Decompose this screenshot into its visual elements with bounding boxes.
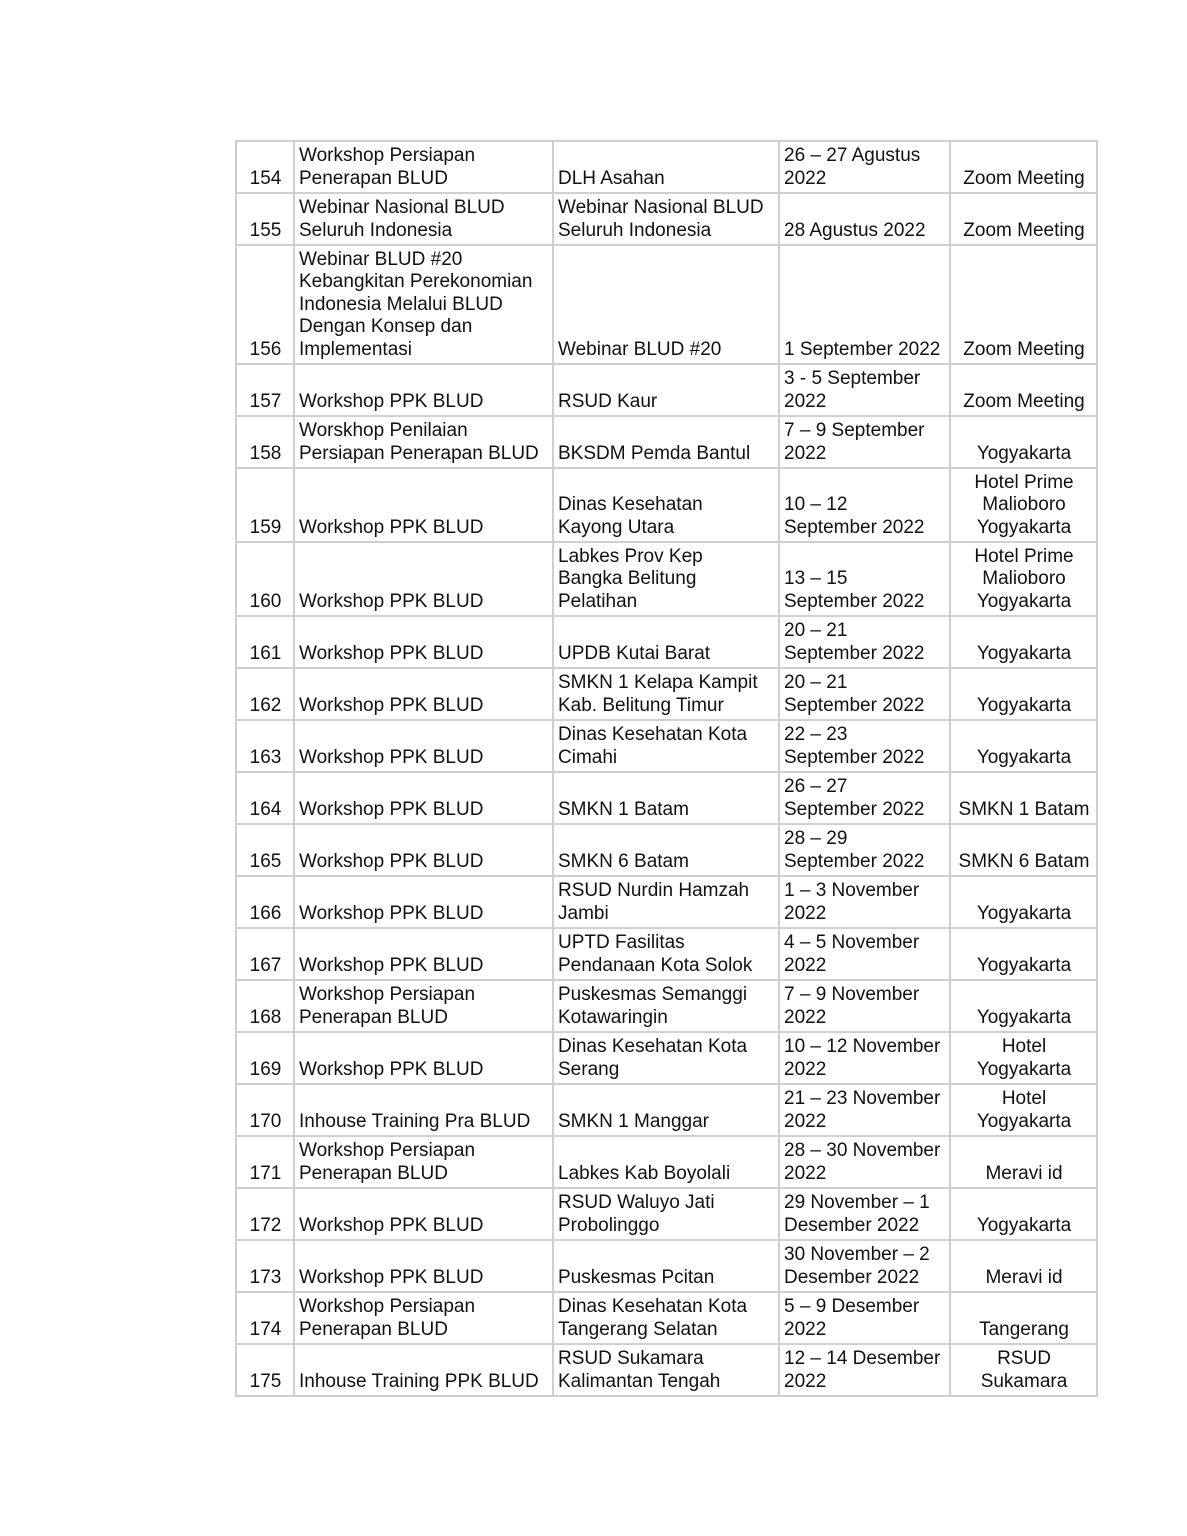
row-number: 161: [236, 616, 294, 668]
activity-cell: Workshop PPK BLUD: [294, 720, 553, 772]
date-cell: 12 – 14 Desember 2022: [779, 1344, 950, 1396]
table-row: [236, 1344, 1097, 1396]
location-cell: Zoom Meeting: [950, 141, 1097, 193]
activity-cell: Workshop PPK BLUD: [294, 928, 553, 980]
row-number: 154: [236, 141, 294, 193]
table-row: [236, 824, 1097, 876]
date-cell: 28 – 30 November 2022: [779, 1136, 950, 1188]
location-cell: Yogyakarta: [950, 616, 1097, 668]
row-number: 172: [236, 1188, 294, 1240]
activity-cell: Workshop PPK BLUD: [294, 1032, 553, 1084]
organizer-cell: SMKN 1 Kelapa Kampit Kab. Belitung Timur: [553, 668, 779, 720]
activity-cell: Workshop Persiapan Penerapan BLUD: [294, 980, 553, 1032]
location-cell: Hotel Prime Malioboro Yogyakarta: [950, 542, 1097, 616]
location-cell: Hotel Yogyakarta: [950, 1032, 1097, 1084]
date-cell: 21 – 23 November 2022: [779, 1084, 950, 1136]
activity-cell: Inhouse Training PPK BLUD: [294, 1344, 553, 1396]
activity-cell: Workshop PPK BLUD: [294, 824, 553, 876]
row-number: 159: [236, 468, 294, 542]
table-row: [236, 1084, 1097, 1136]
date-cell: 30 November – 2 Desember 2022: [779, 1240, 950, 1292]
organizer-cell: UPDB Kutai Barat: [553, 616, 779, 668]
date-cell: 7 – 9 November 2022: [779, 980, 950, 1032]
organizer-cell: DLH Asahan: [553, 141, 779, 193]
row-number: 158: [236, 416, 294, 468]
organizer-cell: SMKN 1 Manggar: [553, 1084, 779, 1136]
table-row: [236, 193, 1097, 245]
activity-cell: Workshop PPK BLUD: [294, 1188, 553, 1240]
table-row: [236, 668, 1097, 720]
organizer-cell: Webinar Nasional BLUD Seluruh Indonesia: [553, 193, 779, 245]
activity-cell: Workshop PPK BLUD: [294, 364, 553, 416]
organizer-cell: UPTD Fasilitas Pendanaan Kota Solok: [553, 928, 779, 980]
date-cell: 10 – 12 November 2022: [779, 1032, 950, 1084]
table-row: [236, 876, 1097, 928]
location-cell: Yogyakarta: [950, 668, 1097, 720]
location-cell: Yogyakarta: [950, 416, 1097, 468]
date-cell: 7 – 9 September 2022: [779, 416, 950, 468]
table-row: [236, 416, 1097, 468]
date-cell: 20 – 21 September 2022: [779, 668, 950, 720]
activity-cell: Workshop PPK BLUD: [294, 616, 553, 668]
activity-cell: Workshop Persiapan Penerapan BLUD: [294, 1136, 553, 1188]
date-cell: 10 – 12 September 2022: [779, 468, 950, 542]
training-schedule-table: [235, 140, 1098, 1397]
table-row: [236, 468, 1097, 542]
organizer-cell: Dinas Kesehatan Kota Tangerang Selatan: [553, 1292, 779, 1344]
activity-cell: Workshop PPK BLUD: [294, 772, 553, 824]
table-row: [236, 245, 1097, 364]
location-cell: Zoom Meeting: [950, 193, 1097, 245]
table-row: [236, 1032, 1097, 1084]
location-cell: Meravi id: [950, 1136, 1097, 1188]
row-number: 168: [236, 980, 294, 1032]
date-cell: 5 – 9 Desember 2022: [779, 1292, 950, 1344]
organizer-cell: SMKN 6 Batam: [553, 824, 779, 876]
organizer-cell: RSUD Sukamara Kalimantan Tengah: [553, 1344, 779, 1396]
organizer-cell: Puskesmas Semanggi Kotawaringin: [553, 980, 779, 1032]
location-cell: Yogyakarta: [950, 720, 1097, 772]
organizer-cell: Dinas Kesehatan Kota Serang: [553, 1032, 779, 1084]
table-row: [236, 542, 1097, 616]
table-row: [236, 928, 1097, 980]
table-body: [236, 141, 1097, 1396]
organizer-cell: Labkes Prov Kep Bangka Belitung Pelatihan: [553, 542, 779, 616]
date-cell: 26 – 27 September 2022: [779, 772, 950, 824]
date-cell: 29 November – 1 Desember 2022: [779, 1188, 950, 1240]
row-number: 155: [236, 193, 294, 245]
row-number: 173: [236, 1240, 294, 1292]
location-cell: Zoom Meeting: [950, 364, 1097, 416]
date-cell: 28 Agustus 2022: [779, 193, 950, 245]
location-cell: Yogyakarta: [950, 876, 1097, 928]
date-cell: 1 September 2022: [779, 245, 950, 364]
table-row: [236, 772, 1097, 824]
organizer-cell: Dinas Kesehatan Kayong Utara: [553, 468, 779, 542]
row-number: 174: [236, 1292, 294, 1344]
row-number: 157: [236, 364, 294, 416]
row-number: 156: [236, 245, 294, 364]
location-cell: Zoom Meeting: [950, 245, 1097, 364]
table-row: [236, 141, 1097, 193]
location-cell: Hotel Yogyakarta: [950, 1084, 1097, 1136]
table-row: [236, 1136, 1097, 1188]
row-number: 167: [236, 928, 294, 980]
activity-cell: Workshop PPK BLUD: [294, 668, 553, 720]
location-cell: Hotel Prime Malioboro Yogyakarta: [950, 468, 1097, 542]
organizer-cell: BKSDM Pemda Bantul: [553, 416, 779, 468]
row-number: 163: [236, 720, 294, 772]
organizer-cell: Labkes Kab Boyolali: [553, 1136, 779, 1188]
activity-cell: Webinar BLUD #20 Kebangkitan Perekonomian Indonesia Melalui BLUD Dengan Konsep dan Implementasi: [294, 245, 553, 364]
table-row: [236, 1188, 1097, 1240]
row-number: 175: [236, 1344, 294, 1396]
location-cell: Yogyakarta: [950, 1188, 1097, 1240]
organizer-cell: Puskesmas Pcitan: [553, 1240, 779, 1292]
organizer-cell: SMKN 1 Batam: [553, 772, 779, 824]
date-cell: 13 – 15 September 2022: [779, 542, 950, 616]
date-cell: 20 – 21 September 2022: [779, 616, 950, 668]
activity-cell: Workshop PPK BLUD: [294, 468, 553, 542]
activity-cell: Workshop Persiapan Penerapan BLUD: [294, 141, 553, 193]
row-number: 166: [236, 876, 294, 928]
location-cell: Yogyakarta: [950, 928, 1097, 980]
table-row: [236, 980, 1097, 1032]
location-cell: Meravi id: [950, 1240, 1097, 1292]
location-cell: SMKN 6 Batam: [950, 824, 1097, 876]
activity-cell: Webinar Nasional BLUD Seluruh Indonesia: [294, 193, 553, 245]
table-row: [236, 364, 1097, 416]
location-cell: Tangerang: [950, 1292, 1097, 1344]
activity-cell: Inhouse Training Pra BLUD: [294, 1084, 553, 1136]
table-row: [236, 616, 1097, 668]
date-cell: 3 - 5 September 2022: [779, 364, 950, 416]
row-number: 162: [236, 668, 294, 720]
row-number: 160: [236, 542, 294, 616]
activity-cell: Workshop PPK BLUD: [294, 876, 553, 928]
organizer-cell: RSUD Nurdin Hamzah Jambi: [553, 876, 779, 928]
date-cell: 22 – 23 September 2022: [779, 720, 950, 772]
table-row: [236, 1240, 1097, 1292]
organizer-cell: Dinas Kesehatan Kota Cimahi: [553, 720, 779, 772]
row-number: 170: [236, 1084, 294, 1136]
date-cell: 28 – 29 September 2022: [779, 824, 950, 876]
table-row: [236, 1292, 1097, 1344]
date-cell: 26 – 27 Agustus 2022: [779, 141, 950, 193]
row-number: 171: [236, 1136, 294, 1188]
activity-cell: Workshop Persiapan Penerapan BLUD: [294, 1292, 553, 1344]
row-number: 164: [236, 772, 294, 824]
location-cell: RSUD Sukamara: [950, 1344, 1097, 1396]
location-cell: Yogyakarta: [950, 980, 1097, 1032]
date-cell: 1 – 3 November 2022: [779, 876, 950, 928]
location-cell: SMKN 1 Batam: [950, 772, 1097, 824]
organizer-cell: RSUD Kaur: [553, 364, 779, 416]
date-cell: 4 – 5 November 2022: [779, 928, 950, 980]
organizer-cell: Webinar BLUD #20: [553, 245, 779, 364]
row-number: 169: [236, 1032, 294, 1084]
activity-cell: Workshop PPK BLUD: [294, 1240, 553, 1292]
organizer-cell: RSUD Waluyo Jati Probolinggo: [553, 1188, 779, 1240]
activity-cell: Workshop PPK BLUD: [294, 542, 553, 616]
table-row: [236, 720, 1097, 772]
row-number: 165: [236, 824, 294, 876]
activity-cell: Worskhop Penilaian Persiapan Penerapan BLUD: [294, 416, 553, 468]
